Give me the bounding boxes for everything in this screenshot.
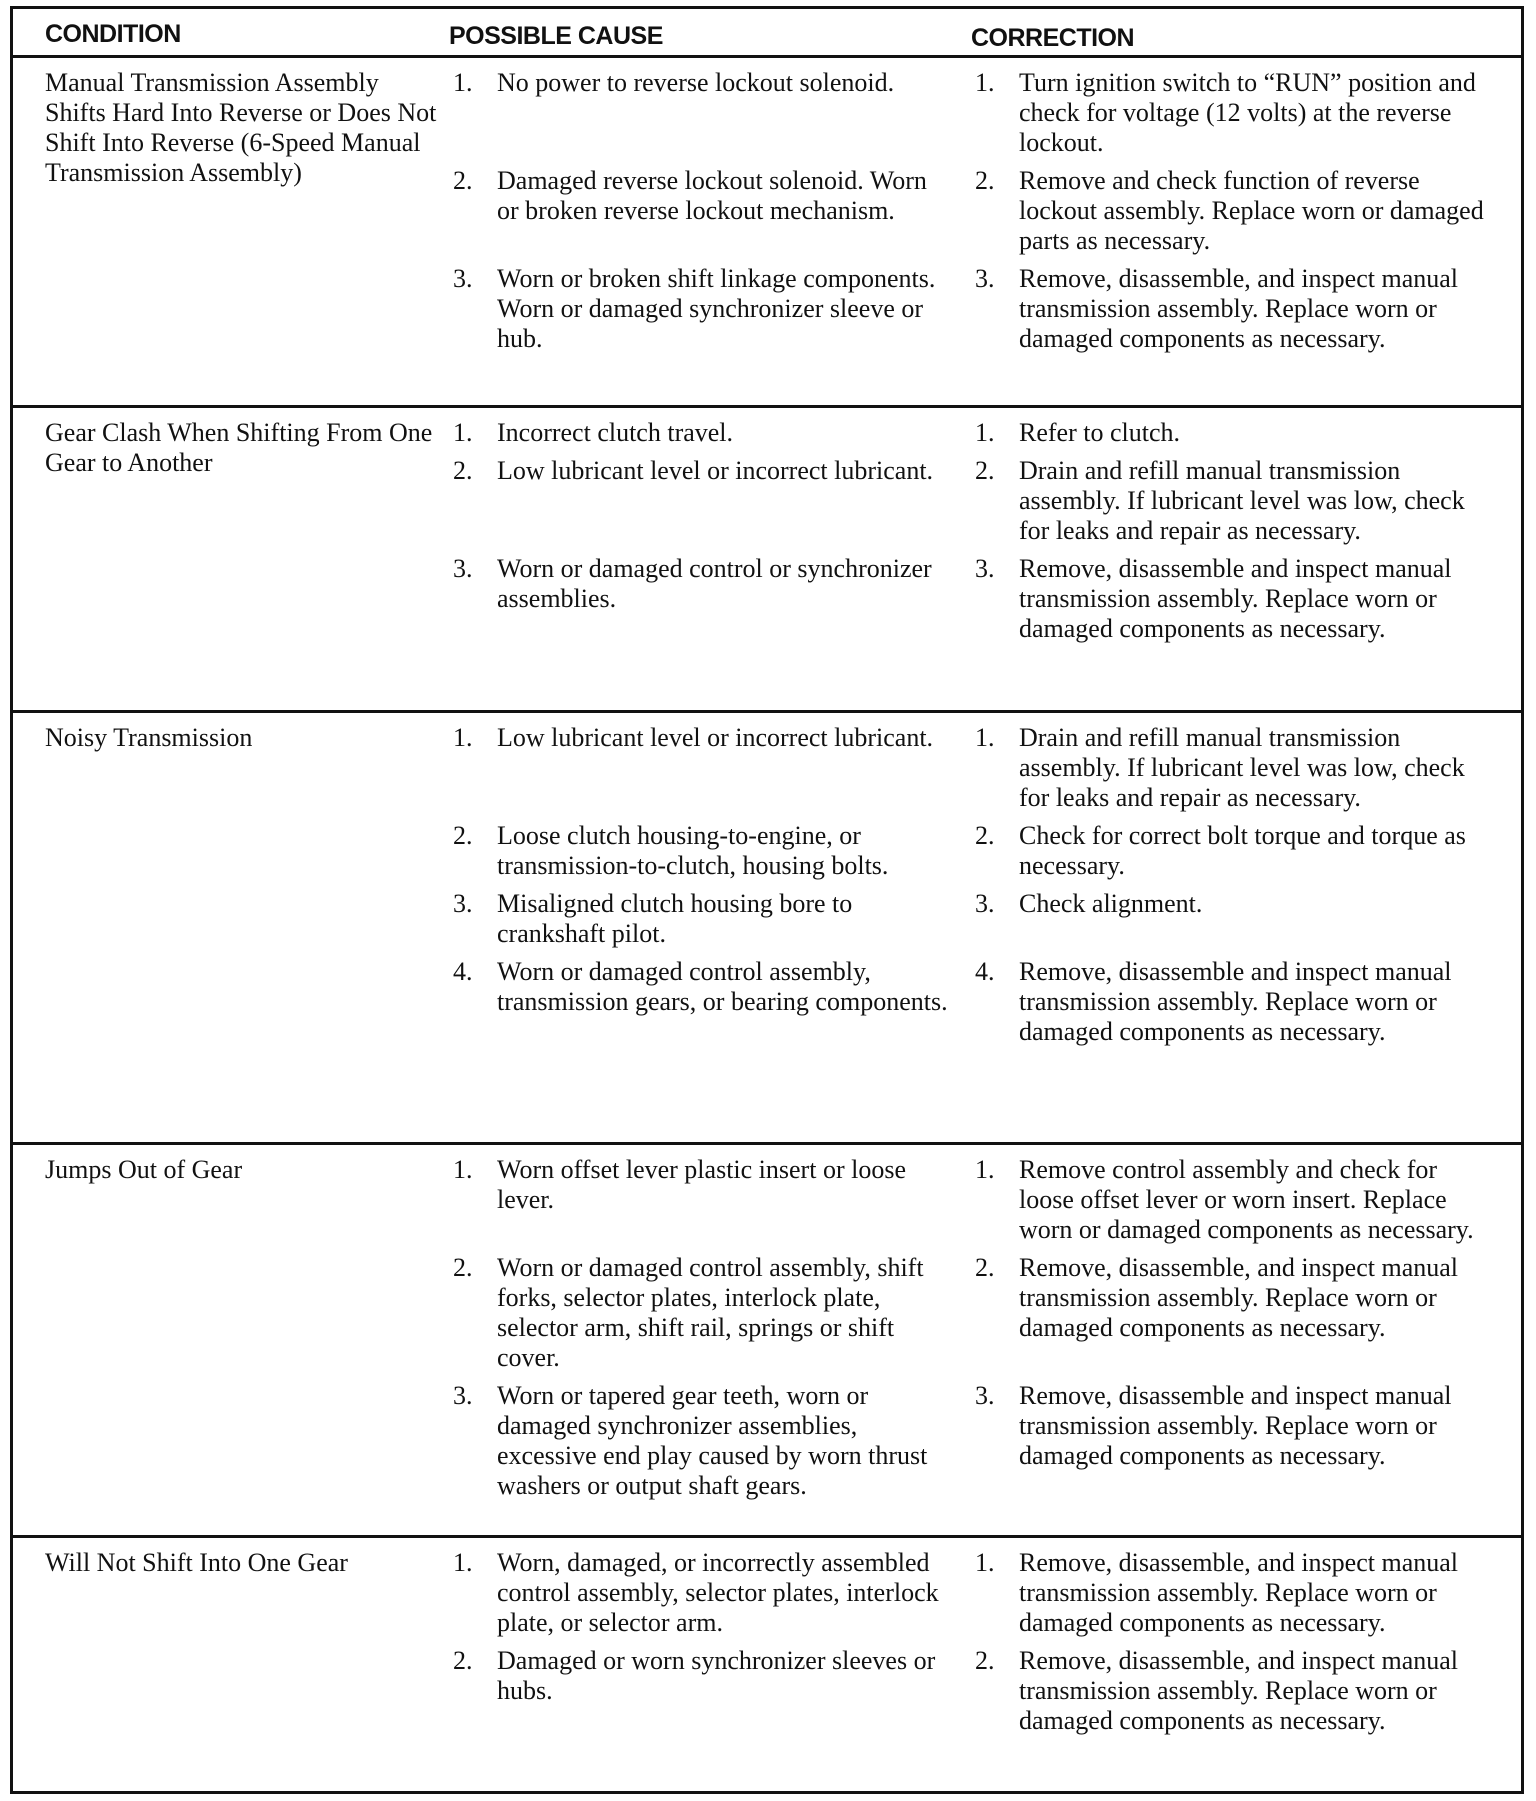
condition-cell: Manual Transmission Assembly Shifts Hard Into Reverse or Does Not Shift Into Reverse (6-Speed Manual Transmission Assembly) <box>45 68 437 187</box>
cause-correction-pair <box>447 166 1521 256</box>
correction-text: Remove, disassemble, and inspect manual transmission assembly. Replace worn or damaged components as necessary. <box>1019 1548 1459 1637</box>
item-number: 2. <box>975 166 995 195</box>
possible-cause-cell <box>447 723 969 813</box>
cause-text: Low lubricant level or incorrect lubricant. <box>497 723 934 752</box>
cause-text: Worn offset lever plastic insert or loose lever. <box>497 1155 906 1214</box>
correction-cell <box>969 889 1521 949</box>
cause-text: Incorrect clutch travel. <box>497 418 734 447</box>
possible-cause-cell <box>447 1646 969 1736</box>
correction-text: Remove, disassemble, and inspect manual transmission assembly. Replace worn or damaged components as necessary. <box>1019 1646 1459 1735</box>
correction-text: Drain and refill manual transmission assembly. If lubricant level was low, check for leaks and repair as necessary. <box>1019 456 1465 545</box>
item-number: 2. <box>453 1253 473 1282</box>
correction-cell <box>969 1548 1521 1638</box>
cause-correction-list <box>447 58 1521 405</box>
possible-cause-cell <box>447 889 969 949</box>
correction-text: Remove, disassemble, and inspect manual transmission assembly. Replace worn or damaged components as necessary. <box>1019 1253 1459 1342</box>
cause-correction-list <box>447 713 1521 1142</box>
cause-correction-list <box>447 1145 1521 1535</box>
correction-cell <box>969 68 1521 158</box>
header-correction: CORRECTION <box>971 24 1135 52</box>
item-number: 1. <box>975 418 995 447</box>
table-body <box>13 58 1521 1801</box>
cause-correction-pair <box>447 889 1521 949</box>
item-number: 2. <box>453 821 473 850</box>
possible-cause-cell <box>447 1253 969 1373</box>
cause-text: Worn or tapered gear teeth, worn or damaged synchronizer assemblies, excessive end play caused by worn thrust washers or output shaft gears. <box>497 1381 928 1500</box>
item-number: 2. <box>975 456 995 485</box>
item-number: 3. <box>975 264 995 293</box>
condition-cell: Gear Clash When Shifting From One Gear to Another <box>45 418 433 477</box>
condition-cell: Noisy Transmission <box>45 723 253 752</box>
item-number: 2. <box>975 1646 995 1675</box>
possible-cause-cell <box>447 264 969 354</box>
correction-text: Remove, disassemble and inspect manual transmission assembly. Replace worn or damaged components as necessary. <box>1019 1381 1452 1470</box>
correction-cell <box>969 723 1521 813</box>
correction-cell <box>969 1381 1521 1501</box>
header-possible-cause: POSSIBLE CAUSE <box>449 22 663 50</box>
item-number: 3. <box>975 1381 995 1410</box>
condition-cell: Will Not Shift Into One Gear <box>45 1548 348 1577</box>
cause-correction-pair <box>447 418 1521 448</box>
possible-cause-cell <box>447 456 969 546</box>
cause-correction-pair <box>447 1253 1521 1373</box>
possible-cause-cell <box>447 418 969 448</box>
correction-cell <box>969 264 1521 354</box>
cause-text: Misaligned clutch housing bore to crankshaft pilot. <box>497 889 853 948</box>
item-number: 1. <box>453 68 473 97</box>
header-condition: CONDITION <box>45 20 181 48</box>
cause-text: Worn or damaged control assembly, shift forks, selector plates, interlock plate, selector arm, shift rail, springs or shift cover. <box>497 1253 924 1372</box>
table-row <box>13 1538 1521 1801</box>
correction-text: Turn ignition switch to “RUN” position and check for voltage (12 volts) at the reverse lockout. <box>1019 68 1476 157</box>
correction-cell <box>969 554 1521 644</box>
cause-text: Worn or damaged control assembly, transmission gears, or bearing components. <box>497 957 948 1016</box>
item-number: 1. <box>975 1155 995 1184</box>
cause-correction-pair <box>447 1381 1521 1501</box>
cause-text: Loose clutch housing-to-engine, or transmission-to-clutch, housing bolts. <box>497 821 889 880</box>
item-number: 1. <box>453 1155 473 1184</box>
possible-cause-cell <box>447 68 969 158</box>
item-number: 1. <box>453 1548 473 1577</box>
cause-correction-pair <box>447 554 1521 644</box>
correction-cell <box>969 821 1521 881</box>
item-number: 2. <box>975 821 995 850</box>
correction-cell <box>969 418 1521 448</box>
item-number: 2. <box>453 166 473 195</box>
item-number: 3. <box>453 554 473 583</box>
correction-text: Remove, disassemble and inspect manual transmission assembly. Replace worn or damaged components as necessary. <box>1019 554 1452 643</box>
correction-cell <box>969 1646 1521 1736</box>
correction-cell <box>969 1253 1521 1373</box>
correction-cell <box>969 456 1521 546</box>
item-number: 2. <box>453 1646 473 1675</box>
condition-cell: Jumps Out of Gear <box>45 1155 243 1184</box>
cause-text: Damaged reverse lockout solenoid. Worn or broken reverse lockout mechanism. <box>497 166 927 225</box>
item-number: 3. <box>453 1381 473 1410</box>
cause-correction-pair <box>447 264 1521 354</box>
cause-correction-list <box>447 1538 1521 1801</box>
possible-cause-cell <box>447 1155 969 1245</box>
item-number: 4. <box>975 957 995 986</box>
correction-text: Drain and refill manual transmission assembly. If lubricant level was low, check for leaks and repair as necessary. <box>1019 723 1465 812</box>
possible-cause-cell <box>447 1548 969 1638</box>
cause-correction-pair <box>447 821 1521 881</box>
table-row <box>13 1145 1521 1538</box>
correction-cell <box>969 166 1521 256</box>
cause-correction-pair <box>447 723 1521 813</box>
cause-text: Low lubricant level or incorrect lubricant. <box>497 456 934 485</box>
cause-correction-pair <box>447 456 1521 546</box>
cause-text: Worn, damaged, or incorrectly assembled control assembly, selector plates, interlock plate, or selector arm. <box>497 1548 939 1637</box>
cause-text: Damaged or worn synchronizer sleeves or hubs. <box>497 1646 936 1705</box>
item-number: 1. <box>975 68 995 97</box>
cause-correction-list <box>447 408 1521 710</box>
possible-cause-cell <box>447 957 969 1047</box>
cause-text: Worn or damaged control or synchronizer assemblies. <box>497 554 932 613</box>
correction-text: Remove, disassemble, and inspect manual transmission assembly. Replace worn or damaged components as necessary. <box>1019 264 1459 353</box>
correction-text: Check for correct bolt torque and torque as necessary. <box>1019 821 1466 880</box>
cause-correction-pair <box>447 1155 1521 1245</box>
correction-text: Remove, disassemble and inspect manual transmission assembly. Replace worn or damaged components as necessary. <box>1019 957 1452 1046</box>
possible-cause-cell <box>447 554 969 644</box>
item-number: 1. <box>975 1548 995 1577</box>
table-row <box>13 713 1521 1145</box>
item-number: 3. <box>975 554 995 583</box>
cause-correction-pair <box>447 957 1521 1047</box>
correction-cell <box>969 1155 1521 1245</box>
correction-text: Remove and check function of reverse lockout assembly. Replace worn or damaged parts as necessary. <box>1019 166 1484 255</box>
item-number: 1. <box>975 723 995 752</box>
table-header <box>13 9 1521 58</box>
item-number: 2. <box>453 456 473 485</box>
cause-text: No power to reverse lockout solenoid. <box>497 68 895 97</box>
cause-correction-pair <box>447 1548 1521 1638</box>
correction-text: Remove control assembly and check for loose offset lever or worn insert. Replace worn or damaged components as necessary. <box>1019 1155 1474 1244</box>
table-row <box>13 408 1521 713</box>
correction-text: Check alignment. <box>1019 889 1203 918</box>
item-number: 3. <box>453 264 473 293</box>
item-number: 1. <box>453 418 473 447</box>
possible-cause-cell <box>447 821 969 881</box>
cause-text: Worn or broken shift linkage components. Worn or damaged synchronizer sleeve or hub. <box>497 264 936 353</box>
troubleshooting-table <box>10 6 1524 1794</box>
item-number: 1. <box>453 723 473 752</box>
table-row <box>13 58 1521 408</box>
possible-cause-cell <box>447 1381 969 1501</box>
possible-cause-cell <box>447 166 969 256</box>
item-number: 3. <box>975 889 995 918</box>
cause-correction-pair <box>447 1646 1521 1736</box>
cause-correction-pair <box>447 68 1521 158</box>
item-number: 3. <box>453 889 473 918</box>
correction-text: Refer to clutch. <box>1019 418 1180 447</box>
item-number: 4. <box>453 957 473 986</box>
item-number: 2. <box>975 1253 995 1282</box>
correction-cell <box>969 957 1521 1047</box>
